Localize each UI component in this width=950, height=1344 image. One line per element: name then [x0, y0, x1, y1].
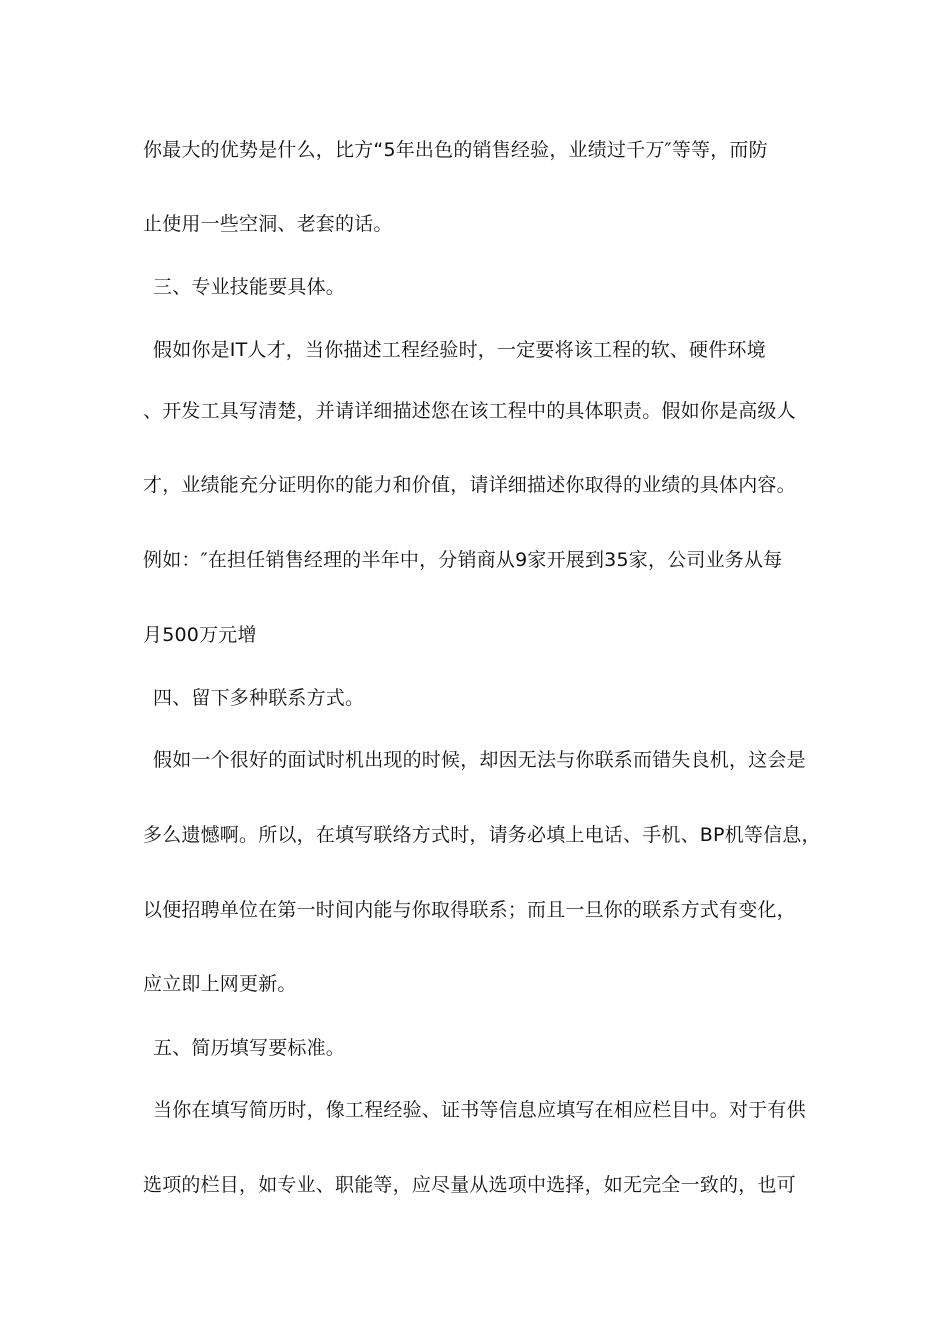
section-heading: 三、专业技能要具体。 — [153, 276, 346, 298]
body-text-line: 当你在填写简历时，像工程经验、证书等信息应填写在相应栏目中。对于有供 — [153, 1099, 806, 1121]
body-text-line: 多么遗憾啊。所以，在填写联络方式时，请务必填上电话、手机、BP机等信息， — [143, 824, 821, 846]
body-text-line: 月500万元增 — [143, 624, 257, 646]
body-text-line: 以便招聘单位在第一时间内能与你取得联系；而且一旦你的联系方式有变化， — [143, 899, 796, 921]
body-text-line: 例如：″在担任销售经理的半年中，分销商从9家开展到35家，公司业务从每 — [143, 549, 783, 571]
body-text-line: 假如一个很好的面试时机出现的时候，却因无法与你联系而错失良机，这会是 — [153, 749, 806, 771]
body-text-line: 选项的栏目，如专业、职能等，应尽量从选项中选择，如无完全一致的，也可 — [143, 1174, 796, 1196]
body-text-line: 你最大的优势是什么，比方“5年出色的销售经验，业绩过千万″等等，而防 — [143, 139, 768, 161]
body-text-line: 止使用一些空洞、老套的话。 — [143, 213, 393, 235]
body-text-line: 、开发工具写清楚，并请详细描述您在该工程中的具体职责。假如你是高级人 — [143, 400, 796, 422]
section-heading: 四、留下多种联系方式。 — [153, 687, 365, 709]
body-text-line: 才，业绩能充分证明你的能力和价值，请详细描述你取得的业绩的具体内容。 — [143, 474, 796, 496]
body-text-line: 应立即上网更新。 — [143, 973, 297, 995]
body-text-line: 假如你是IT人才，当你描述工程经验时，一定要将该工程的软、硬件环境 — [153, 339, 766, 361]
section-heading: 五、简历填写要标准。 — [153, 1037, 346, 1059]
